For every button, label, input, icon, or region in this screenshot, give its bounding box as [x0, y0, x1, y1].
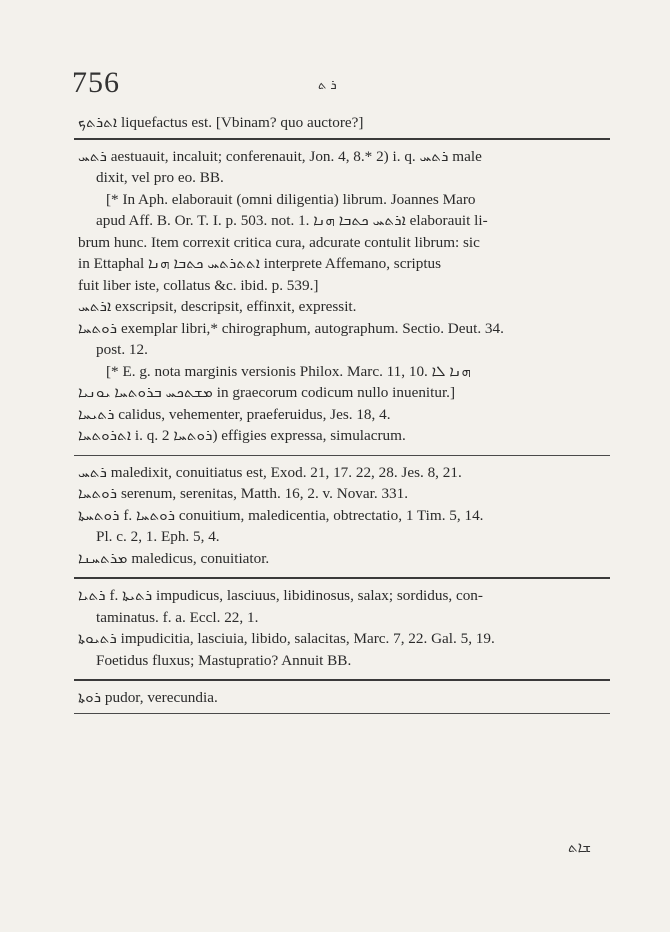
entry-line: Pl. c. 2, 1. Eph. 5, 4. [96, 528, 220, 545]
entry-line: ܐܪܬܚ exscripsit, descripsit, effinxit, expressit. [78, 298, 357, 315]
note-line: ܡܫܬܟܚ ܒܪܘܬܚܐ ܝܘܢܝܐ in graecorum codicum nullo inuenitur.] [78, 384, 456, 401]
section-rule [74, 679, 610, 681]
section-rule [74, 455, 610, 456]
entry-line: dixit, vel pro eo. BB. [96, 169, 224, 186]
note-line: [* E. g. nota marginis versionis Philox. Marc. 11, 10. ܗܢܐ ܠܐ [106, 362, 472, 380]
entry-line: ܪܘܬܚܐ serenum, serenitas, Matth. 16, 2. v. Novar. 331. [78, 485, 409, 502]
page-number: 756 [72, 66, 120, 99]
entry-line: ܪܘܬܐ pudor, verecundia. [78, 689, 218, 706]
entry-line: ܐܬܪܬܟ liquefactus est. [Vbinam? quo auctore?] [78, 114, 364, 131]
section-rule [74, 713, 610, 714]
entry-line: ܡܪܬܚܢܐ maledicus, conuitiator. [78, 549, 270, 567]
note-line: [* In Aph. elaborauit (omni diligentia) librum. Joannes Maro [106, 190, 476, 208]
entry-line: ܪܘܬܚܐ exemplar libri,* chirographum, autographum. Sectio. Deut. 34. [78, 319, 504, 337]
entry-line: ܪܬܝܚܐ calidus, vehementer, praeferuidus, Jes. 18, 4. [78, 405, 391, 423]
entry-line: ܪܘܬܚܬܐ f. ܪܘܬܚܐ conuitium, maledicentia, obtrectatio, 1 Tim. 5, 14. [78, 506, 484, 524]
entry-line: taminatus. f. a. Eccl. 22, 1. [96, 608, 259, 626]
catchword: ܫܐܬ [568, 838, 592, 856]
entries [78, 112, 608, 720]
section-rule [74, 138, 610, 140]
note-line: in Ettaphal ܐܬܬܪܬܚ ܟܬܒܐ ܗܢܐ interprete Affemano, scriptus [78, 255, 442, 272]
note-line: fuit liber iste, collatus &c. ibid. p. 539.] [78, 276, 319, 294]
entry-line: ܪܬܚ maledixit, conuitiatus est, Exod. 21, 17. 22, 28. Jes. 8, 21. [78, 463, 462, 481]
section-rule [74, 577, 610, 579]
entry-line: post. 12. [96, 341, 148, 358]
note-line: brum hunc. Item correxit critica cura, adcurate contulit librum: sic [78, 233, 480, 251]
entry-line: ܐܬܪܘܬܚܐ i. q. ܪܘܬܚܐ 2) effigies expressa, simulacrum. [78, 427, 406, 444]
running-headword: ܪ ܬ [318, 78, 337, 93]
entry-line: Foetidus fluxus; Mastupratio? Annuit BB. [96, 651, 352, 669]
entry-line: ܪܬܝܐ f. ܪܬܝܬܐ impudicus, lasciuus, libidinosus, salax; sordidus, con- [78, 587, 483, 604]
note-line: apud Aff. B. Or. T. I. p. 503. not. 1. ܐܪܬܚ ܟܬܒܐ ܗܢܐ elaborauit li- [96, 212, 488, 229]
entry-line: ܪܬܝܘܬܐ impudicitia, lasciuia, libido, salacitas, Marc. 7, 22. Gal. 5, 19. [78, 630, 495, 647]
entry-line: ܪܬܚ aestuauit, incaluit; conferenauit, Jon. 4, 8.* 2) i. q. ܪܬܚ male [78, 147, 482, 165]
